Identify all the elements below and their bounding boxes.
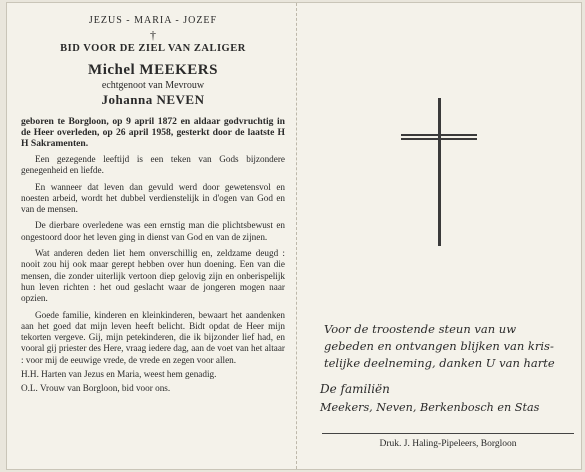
printer-credit: Druk. J. Haling-Pipeleers, Borgloon xyxy=(379,439,517,449)
thanks-message xyxy=(324,321,572,372)
spouse-label: echtgenoot van Mevrouw xyxy=(101,80,205,91)
right-panel xyxy=(304,3,580,469)
paragraph: En wanneer dat leven dan gevuld werd door gewetensvol en noesten arbeid, wordt het dubbel verdienstelijk in d'ogen van God en van de mensen. xyxy=(21,181,285,215)
spouse-name: Johanna NEVEN xyxy=(101,92,205,107)
thanks-line: Voor de troostende steun van uw xyxy=(324,322,517,336)
small-cross-icon: † xyxy=(150,28,156,42)
biography: geboren te Borgloon, op 9 april 1872 en aldaar godvruchtig in de Heer overleden, op 26 april 1958, gesterkt door de laatste H H Sakramenten. xyxy=(21,116,285,149)
holy-names: JEZUS - MARIA - JOZEF xyxy=(88,15,218,26)
deceased-name: Michel MEEKERS xyxy=(88,62,218,78)
family-names: Meekers, Neven, Berkenbosch en Stas xyxy=(320,401,540,414)
closing-prayer: H.H. Harten van Jezus en Maria, weest hem genadig. xyxy=(21,369,217,380)
divider xyxy=(322,433,574,434)
paragraph: Een gezegende leeftijd is een teken van Gods bijzondere genegenheid en liefde. xyxy=(21,154,285,176)
prayer-request: BID VOOR DE ZIEL VAN ZALIGER xyxy=(60,43,246,54)
thanks-line: gebeden en ontvangen blijken van kris- xyxy=(324,339,554,353)
family-label: De familiën xyxy=(320,382,390,396)
card-fold xyxy=(296,3,297,469)
thanks-line: telijke deelneming, danken U van harte xyxy=(324,356,555,370)
paragraph: Goede familie, kinderen en kleinkinderen, bewaart het aandenken aan het goed dat mijn leven heeft belicht. Bidt opdat de Heer mijn tekorten vergeve. Gij, mijn petekinderen, die ik bijzonder lief had, en vooral gij priester des Here, vraag iedere dag, aan de voet van het altaar : voor mij de eeuwige vrede, de vrede en zegen voor allen. xyxy=(21,309,285,365)
closing-prayer: O.L. Vrouw van Borgloon, bid voor ons. xyxy=(21,383,171,394)
paragraph: Wat anderen deden liet hem onverschillig en, zeldzame deugd : nooit zou hij ook maar gerept hebben over hun doening. Een van die mensen, die zonder uiterlijk vertoon diep gelovig zijn en onberispelijk hun leven richten : het oud geslacht waar de jongeren mogen naar opzien. xyxy=(21,248,285,304)
paragraph: De dierbare overledene was een ernstig man die plichtsbewust en ongestoord door het leven ging in dienst van God en van de zijnen. xyxy=(21,220,285,242)
left-panel xyxy=(21,13,285,395)
memorial-card xyxy=(6,2,582,470)
